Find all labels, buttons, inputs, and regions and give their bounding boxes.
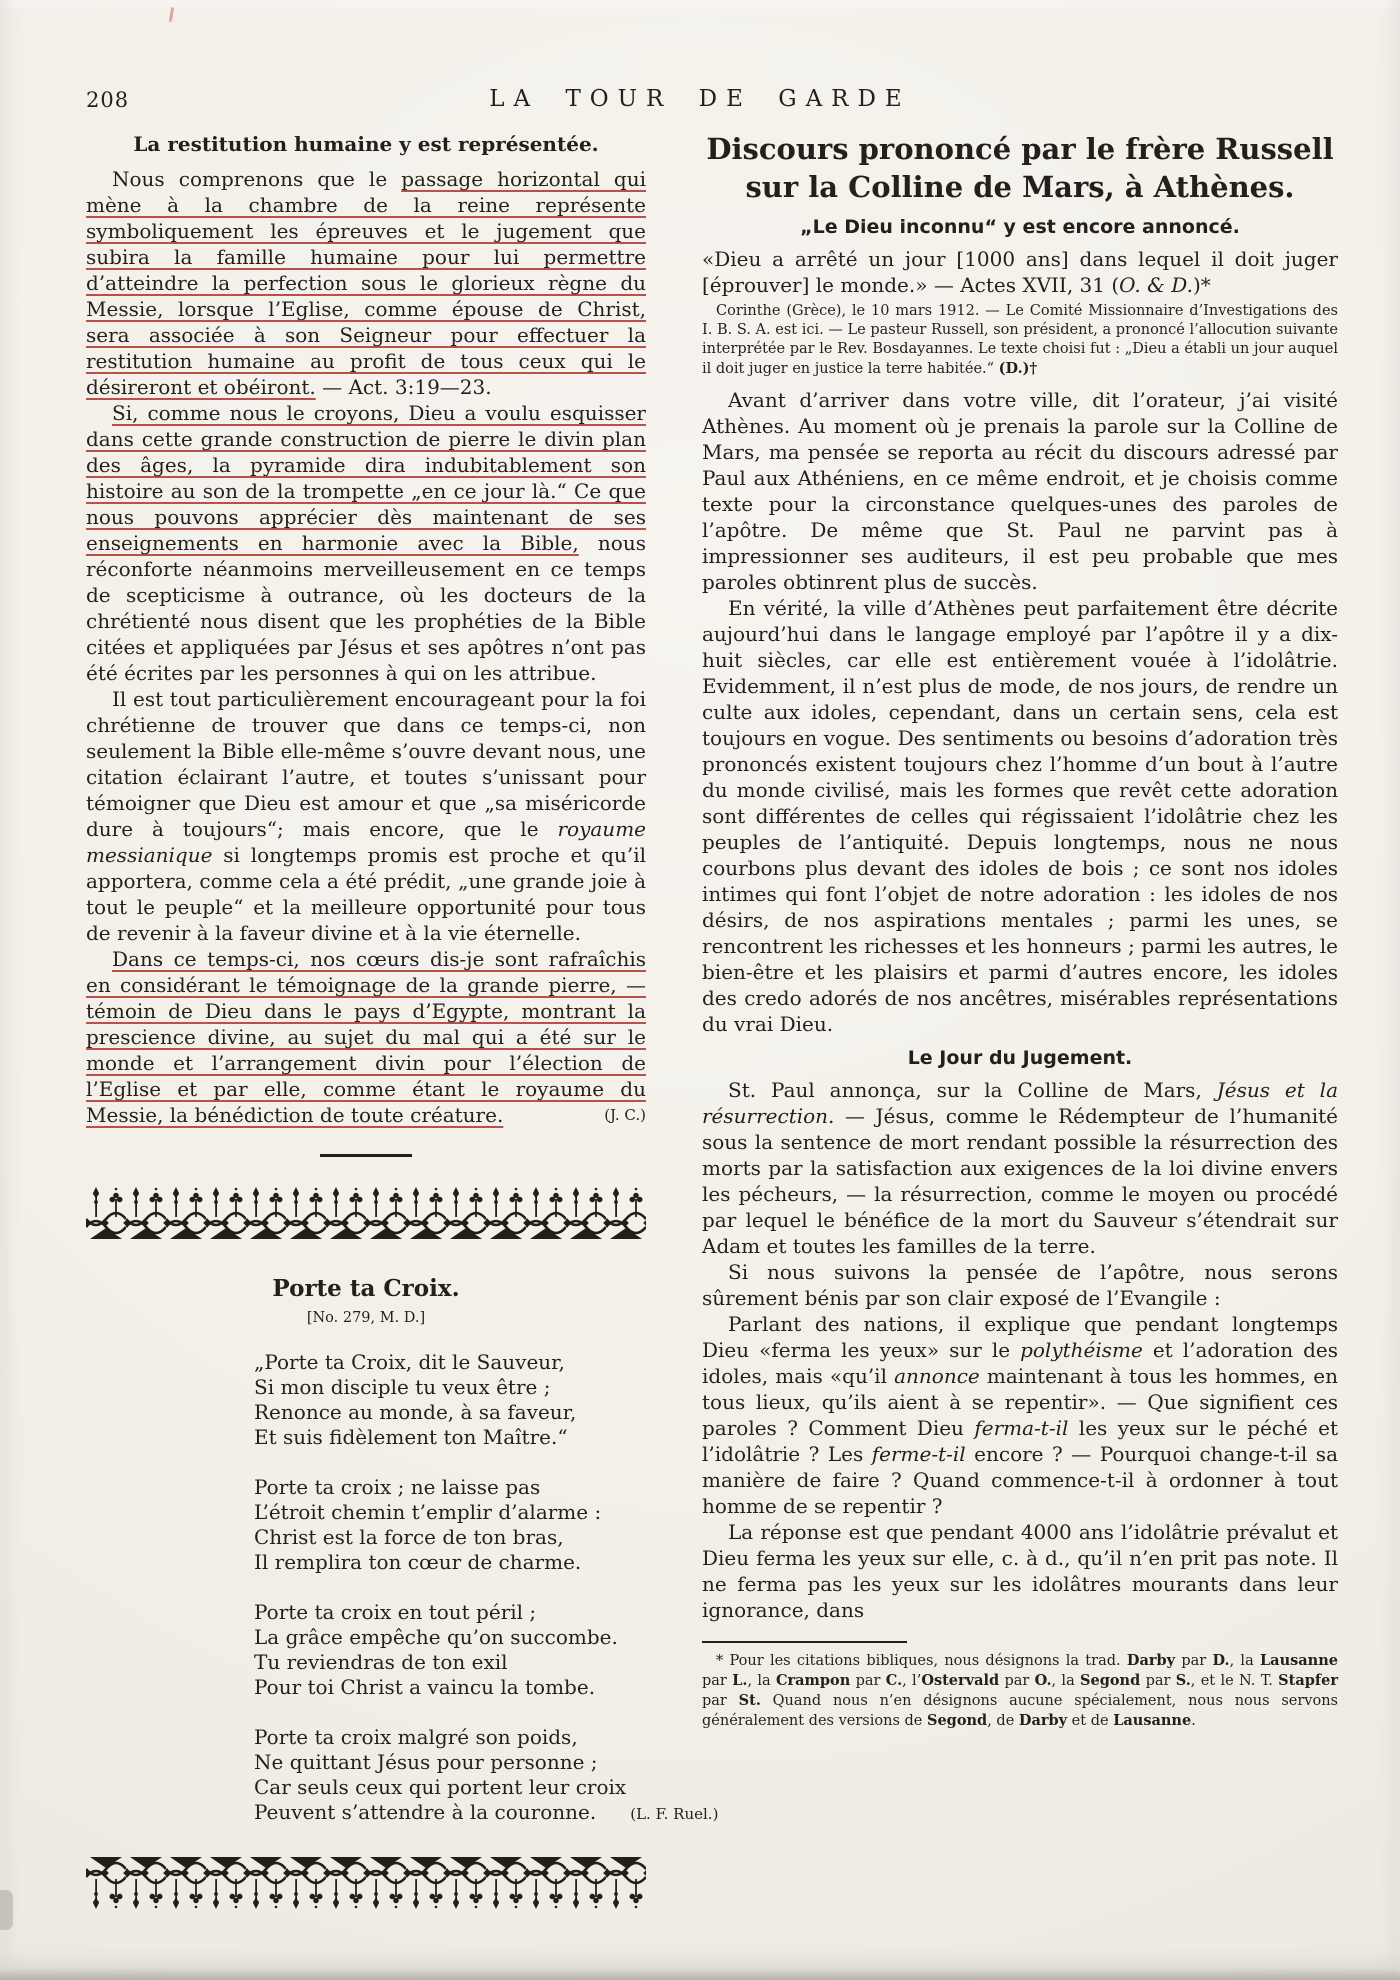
right-article-paragraph-5: Parlant des nations, il explique que pendant longtemps Dieu «ferma les yeux» sur le polythéisme et l’adoration des idoles, mais «qu’il annonce maintenant à tous les hommes, en tous lieux, qu’ils aient à se repentir». — Que signifient ces paroles ? Comment Dieu ferma-t-il les yeux sur le péché et l’idolâtrie ? Les ferme-t-il encore ? — Pourquoi change-t-il sa manière de faire ? Quand commence-t-il à ordonner à tout homme de se repentir ?	[702, 1312, 1338, 1518]
running-head	[0, 86, 1400, 120]
ornamental-border-bottom	[86, 1857, 646, 1909]
poem-line: Et suis fidèlement ton Maître.“	[254, 1425, 568, 1449]
section-divider-rule	[320, 1154, 412, 1157]
bible-translation-footnote: * Pour les citations bibliques, nous désignons la trad. Darby par D., la Lausanne par L., la Crampon par C., l’Ostervald par O., la Segond par S., et le N. T. Stapfer par St. Quand nous n’en désignons aucune spécialement, nous nous servons généralement des versions de Segond, de Darby et de Lausanne.	[702, 1652, 1338, 1729]
scan-corner-smudge-artifact	[0, 1890, 13, 1930]
poem-author-signature: (L. F. Ruel.)	[630, 1805, 719, 1823]
two-column-layout	[86, 128, 1338, 1909]
right-article-paragraph-2: En vérité, la ville d’Athènes peut parfaitement être décrite aujourd’hui dans le langage employé par l’apôtre il y a dix-huit siècles, car elle est entièrement vouée à l’idolâtrie. Evidemment, il n’est plus de mode, de nos jours, de rendre un culte aux idoles, cependant, dans un certain sens, cela est toujours en vogue. Des sentiments ou besoins d’adoration très prononcés existent toujours chez l’homme d’un bout à l’autre du monde civilisé, mais les formes que revêt cette adoration sont différentes de celles qui régissaient l’idolâtrie chez les peuples de l’antiquité. Depuis longtemps, nous ne nous courbons plus devant des idoles de bois ; ce sont nos idoles intimes qui font l’objet de notre adoration : les idoles de nos désirs, de nos aspirations mentales ; parmi les unes, se rencontrent les richesses et les honneurs ; parmi les autres, le bien-être et les plaisirs et parmi d’autres encore, les idoles des credo adorés de nos ancêtres, misérables représentations du vrai Dieu.	[702, 596, 1338, 1036]
poem-line: Il remplira ton cœur de charme.	[254, 1550, 582, 1574]
poem-line: Porte ta croix malgré son poids,	[254, 1725, 578, 1749]
right-article-paragraph-6: La réponse est que pendant 4000 ans l’idolâtrie prévalut et Dieu ferma les yeux sur elle, c. à d., qu’il n’en prit pas note. Il ne ferma pas les yeux sur les idolâtres mourants dans leur ignorance, dans	[702, 1520, 1338, 1622]
poem-line: Pour toi Christ a vaincu la tombe.	[254, 1675, 596, 1699]
left-article-paragraph-2: Si, comme nous le croyons, Dieu a voulu esquisser dans cette grande construction de pierre le divin plan des âges, la pyramide dira indubitablement son histoire au son de la trompette „en ce jour là.“ Ce que nous pouvons apprécier dès maintenant de ses enseignements en harmonie avec la Bible, nous réconforte néanmoins merveilleusement en ce temps de scepticisme à outrance, où les docteurs de la chrétienté nous disent que les prophéties de la Bible citées et appliquées par Jésus et ses apôtres n’ont pas été écrites par les personnes à qui on les attribue.	[86, 401, 646, 685]
dateline-editorial-note: Corinthe (Grèce), le 10 mars 1912. — Le Comité Missionnaire d’Investigations des I. B. S. A. est ici. — Le pasteur Russell, son président, a prononcé l’allocution suivante interprétée par le Rev. Bosdayannes. Le texte choisi fut : „Dieu a établi un jour auquel il doit juger en justice la terre habitée.“ (D.)†	[702, 303, 1338, 377]
right-column	[702, 128, 1338, 1909]
poem-line: L’étroit chemin t’emplir d’alarme :	[254, 1500, 602, 1524]
left-article-heading: La restitution humaine y est représentée.	[133, 132, 599, 156]
page-number: 208	[86, 88, 130, 112]
right-article-title: Discours prononcé par le frère Russell sur la Colline de Mars, à Athènes.	[706, 132, 1334, 204]
poem-line: Renonce au monde, à sa faveur,	[254, 1400, 577, 1424]
poem-line: Ne quittant Jésus pour personne ;	[254, 1750, 598, 1774]
left-article-paragraph-4: Dans ce temps-ci, nos cœurs dis-je sont rafraîchis en considérant le témoignage de la grande pierre, — témoin de Dieu dans le pays d’Egypte, montrant la prescience divine, au sujet du mal qui a été sur le monde et l’arrangement divin pour l’élection de l’Eglise et par elle, comme étant le royaume du Messie, la bénédiction de toute créature. (J. C.)	[86, 947, 646, 1127]
poem-line: Porte ta croix en tout péril ;	[254, 1600, 537, 1624]
footnote-separator-rule	[702, 1641, 907, 1643]
scripture-epigraph: «Dieu a arrêté un jour [1000 ans] dans lequel il doit juger [éprouver] le monde.» — Actes XVII, 31 (O. & D.)*	[702, 247, 1338, 297]
poem-stanza-2	[254, 1475, 646, 1575]
poem-line: „Porte ta Croix, dit le Sauveur,	[254, 1350, 565, 1374]
left-article-paragraph-3: Il est tout particulièrement encourageant pour la foi chrétienne de trouver que dans ce temps-ci, non seulement la Bible elle-même s’ouvre devant nous, une citation éclairant l’autre, et toutes s’unissant pour témoigner que Dieu est amour et que „sa miséricorde dure à toujours“; mais encore, que le royaume messianique si longtemps promis est proche et qu’il apportera, comme cela a été prédit, „une grande joie à tout le peuple“ et la meilleure opportunité pour tous de revenir à la faveur divine et à la vie éternelle.	[86, 687, 646, 945]
left-article-paragraph-1: Nous comprenons que le passage horizontal qui mène à la chambre de la reine représente symboliquement les épreuves et le jugement que subira la famille humaine pour lui permettre d’atteindre la perfection sous le glorieux règne du Messie, lorsque l’Eglise, comme épouse de Christ, sera associée à son Seigneur pour effectuer la restitution humaine au profit de tous ceux qui le désireront et obéiront. — Act. 3:19—23.	[86, 167, 647, 399]
poem-line: Si mon disciple tu veux être ;	[254, 1375, 551, 1399]
masthead-title: LA TOUR DE GARDE	[489, 86, 911, 112]
poem-line	[254, 1800, 719, 1827]
left-column	[86, 128, 719, 1909]
right-article-subtitle: „Le Dieu inconnu“ y est encore annoncé.	[800, 216, 1240, 238]
poem-stanza-4	[254, 1725, 719, 1827]
poem-stanza-3	[254, 1600, 646, 1700]
right-article-paragraph-4: Si nous suivons la pensée de l’apôtre, nous serons sûrement bénis par son clair exposé de l’Evangile :	[702, 1260, 1338, 1310]
poem-stanza-1	[254, 1350, 646, 1450]
right-article-paragraph-1: Avant d’arriver dans votre ville, dit l’orateur, j’ai visité Athènes. Au moment où je prenais la parole sur la Colline de Mars, ma pensée se reporta au récit du discours adressé par Paul aux Athéniens, en ce même endroit, et je choisis comme texte pour la circonstance quelques-unes des paroles de l’apôtre. De même que St. Paul ne parvint pas à impressionner ses auditeurs, il est peu probable que mes paroles obtinrent plus de succès.	[702, 388, 1338, 594]
poem-line: Car seuls ceux qui portent leur croix	[254, 1775, 627, 1799]
poem-line-text: Peuvent s’attendre à la couronne.	[254, 1800, 597, 1824]
section-heading-judgement-day: Le Jour du Jugement.	[907, 1047, 1133, 1069]
red-pencil-mark-artifact	[169, 7, 174, 22]
poem-hymn-reference: [No. 279, M. D.]	[306, 1310, 426, 1326]
poem-line: La grâce empêche qu’on succombe.	[254, 1625, 618, 1649]
scan-bottom-edge-shadow	[0, 1968, 1400, 1980]
ornamental-border-top	[86, 1187, 646, 1239]
poem-title: Porte ta Croix.	[272, 1275, 460, 1302]
poem-line: Tu reviendras de ton exil	[254, 1650, 508, 1674]
poem-line: Christ est la force de ton bras,	[254, 1525, 564, 1549]
right-article-paragraph-3: St. Paul annonça, sur la Colline de Mars, Jésus et la résurrection. — Jésus, comme le Rédempteur de l’humanité sous la sentence de mort rendant possible la résurrection des morts par la satisfaction aux exigences de la loi divine envers les pécheurs, — la résurrection, comme le moyen ou procédé par lequel le bénéfice de la mort du Sauveur s’étendrait sur Adam et toutes les familles de la terre.	[702, 1078, 1338, 1258]
poem-line: Porte ta croix ; ne laisse pas	[254, 1475, 541, 1499]
poem-body	[254, 1350, 719, 1827]
